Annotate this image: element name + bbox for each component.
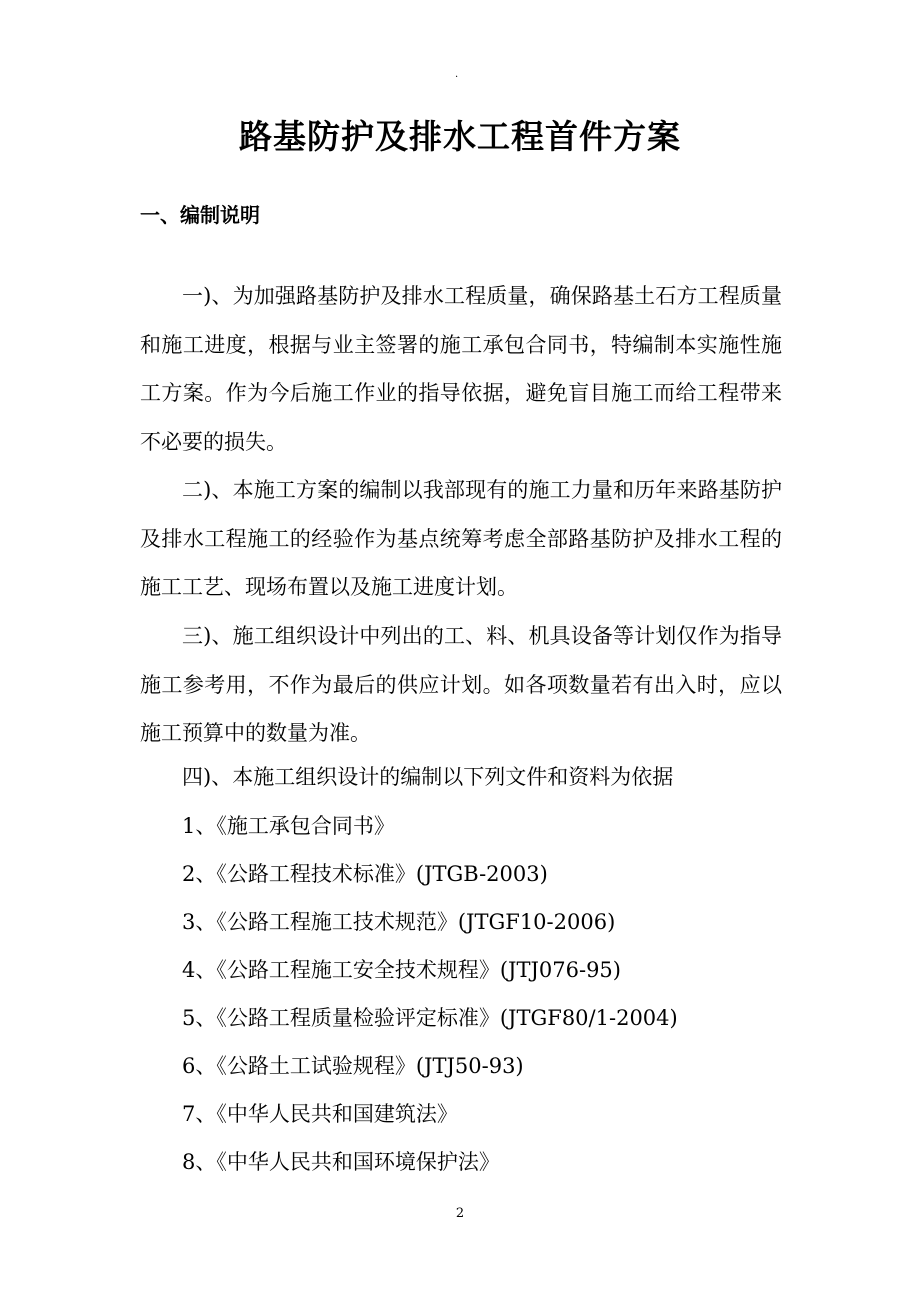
- basis-item-1: 1、《施工承包合同书》: [182, 814, 395, 838]
- basis-item-7: 7、《中华人民共和国建筑法》: [182, 1102, 458, 1126]
- section-heading-compilation-notes: 一、编制说明: [140, 203, 260, 227]
- header-dot: .: [455, 69, 459, 80]
- paragraph-3: 三)、施工组织设计中列出的工、料、机具设备等计划仅作为指导施工参考用，不作为最后的供应计划。如各项数量若有出入时，应以施工预算中的数量为准。: [140, 624, 782, 745]
- paragraph-1: 一)、为加强路基防护及排水工程质量，确保路基土石方工程质量和施工进度，根据与业主签署的施工承包合同书，特编制本实施性施工方案。作为今后施工作业的指导依据，避免盲目施工而给工程带来不必要的损失。: [140, 284, 782, 454]
- basis-item-4: 4、《公路工程施工安全技术规程》(JTJ076-95): [182, 958, 621, 982]
- basis-item-5: 5、《公路工程质量检验评定标准》(JTGF80/1-2004): [182, 1006, 678, 1030]
- basis-item-6: 6、《公路土工试验规程》(JTJ50-93): [182, 1054, 524, 1078]
- document-title: 路基防护及排水工程首件方案: [239, 117, 681, 156]
- basis-item-3: 3、《公路工程施工技术规范》(JTGF10-2006): [182, 910, 616, 934]
- basis-intro: 四)、本施工组织设计的编制以下列文件和资料为依据: [182, 765, 674, 789]
- page-number: 2: [455, 1206, 465, 1221]
- basis-item-2: 2、《公路工程技术标准》(JTGB-2003): [182, 862, 548, 886]
- basis-item-8: 8、《中华人民共和国环境保护法》: [182, 1150, 500, 1174]
- paragraph-2: 二)、本施工方案的编制以我部现有的施工力量和历年来路基防护及排水工程施工的经验作为基点统筹考虑全部路基防护及排水工程的施工工艺、现场布置以及施工进度计划。: [140, 478, 782, 599]
